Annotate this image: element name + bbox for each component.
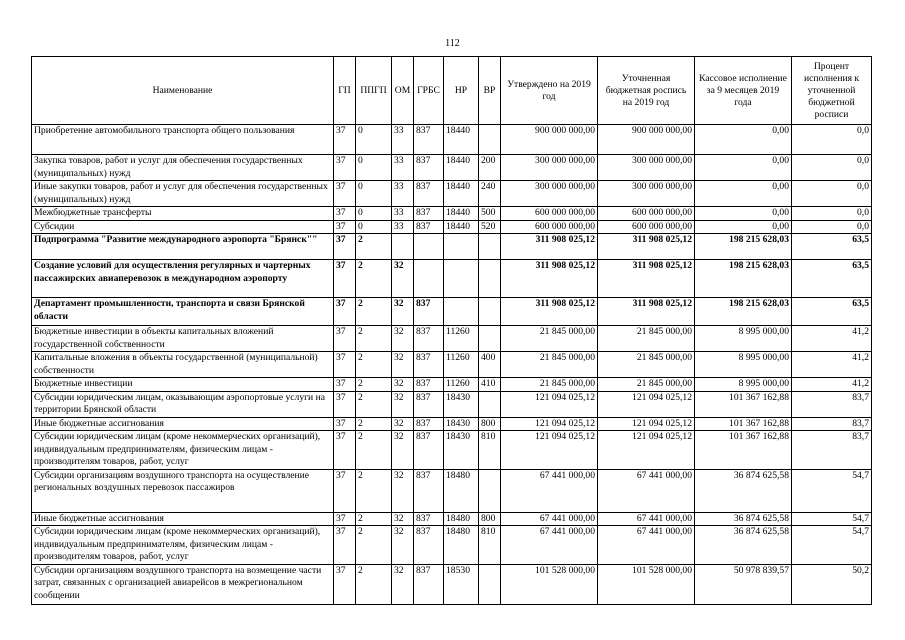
cell-percent: 63,5	[792, 234, 872, 260]
cell-vr: 520	[479, 220, 501, 234]
table-body	[32, 125, 872, 605]
cell-om: 32	[392, 352, 414, 378]
table-row	[32, 431, 872, 470]
cell-refined: 121 094 025,12	[598, 431, 695, 470]
cell-ppgp: 2	[356, 260, 392, 298]
cell-approved: 600 000 000,00	[501, 207, 598, 221]
cell-refined: 600 000 000,00	[598, 220, 695, 234]
cell-om: 32	[392, 378, 414, 392]
cell-vr	[479, 260, 501, 298]
cell-percent: 41,2	[792, 352, 872, 378]
cell-approved: 311 908 025,12	[501, 234, 598, 260]
cell-grbs: 837	[414, 391, 444, 417]
table-row	[32, 220, 872, 234]
cell-ppgp: 0	[356, 181, 392, 207]
cell-vr: 800	[479, 512, 501, 526]
cell-om: 33	[392, 155, 414, 181]
cell-approved: 900 000 000,00	[501, 125, 598, 155]
cell-om: 32	[392, 564, 414, 604]
cell-gp: 37	[334, 326, 356, 352]
cell-cash: 0,00	[695, 155, 792, 181]
cell-ppgp: 0	[356, 125, 392, 155]
cell-percent: 63,5	[792, 260, 872, 298]
cell-grbs: 837	[414, 326, 444, 352]
cell-refined: 311 908 025,12	[598, 260, 695, 298]
header-om: ОМ	[392, 57, 414, 125]
table-row	[32, 234, 872, 260]
cell-ppgp: 2	[356, 526, 392, 565]
cell-ppgp: 2	[356, 564, 392, 604]
cell-grbs: 837	[414, 298, 444, 326]
cell-approved: 21 845 000,00	[501, 326, 598, 352]
cell-percent: 0,0	[792, 125, 872, 155]
cell-vr: 400	[479, 352, 501, 378]
cell-nr: 18430	[444, 417, 479, 431]
cell-gp: 37	[334, 526, 356, 565]
cell-om: 32	[392, 526, 414, 565]
cell-name: Субсидии юридическим лицам, оказывающим аэропортовые услуги на территории Брянской области	[32, 391, 334, 417]
cell-refined: 900 000 000,00	[598, 125, 695, 155]
table-row	[32, 512, 872, 526]
cell-nr	[444, 234, 479, 260]
cell-gp: 37	[334, 378, 356, 392]
cell-refined: 67 441 000,00	[598, 512, 695, 526]
cell-gp: 37	[334, 564, 356, 604]
header-cash: Кассовое исполнение за 9 месяцев 2019 года	[695, 57, 792, 125]
cell-nr: 18480	[444, 469, 479, 512]
table-row	[32, 352, 872, 378]
header-gp: ГП	[334, 57, 356, 125]
table-row	[32, 417, 872, 431]
cell-percent: 54,7	[792, 512, 872, 526]
cell-refined: 121 094 025,12	[598, 417, 695, 431]
cell-vr	[479, 234, 501, 260]
cell-vr: 200	[479, 155, 501, 181]
header-refined: Уточненная бюджетная роспись на 2019 год	[598, 57, 695, 125]
cell-nr: 18440	[444, 155, 479, 181]
cell-gp: 37	[334, 234, 356, 260]
cell-om: 33	[392, 181, 414, 207]
cell-approved: 300 000 000,00	[501, 181, 598, 207]
table-row	[32, 391, 872, 417]
cell-cash: 8 995 000,00	[695, 352, 792, 378]
cell-refined: 311 908 025,12	[598, 234, 695, 260]
cell-approved: 600 000 000,00	[501, 220, 598, 234]
cell-gp: 37	[334, 431, 356, 470]
cell-nr: 18440	[444, 181, 479, 207]
cell-ppgp: 2	[356, 417, 392, 431]
cell-percent: 0,0	[792, 207, 872, 221]
cell-percent: 83,7	[792, 391, 872, 417]
cell-ppgp: 0	[356, 155, 392, 181]
header-vr: ВР	[479, 57, 501, 125]
cell-vr	[479, 469, 501, 512]
cell-vr	[479, 125, 501, 155]
cell-gp: 37	[334, 181, 356, 207]
cell-gp: 37	[334, 125, 356, 155]
cell-grbs: 837	[414, 526, 444, 565]
header-name: Наименование	[32, 57, 334, 125]
cell-grbs: 837	[414, 378, 444, 392]
cell-om: 33	[392, 125, 414, 155]
cell-cash: 0,00	[695, 125, 792, 155]
cell-nr: 18440	[444, 125, 479, 155]
cell-percent: 0,0	[792, 220, 872, 234]
cell-vr	[479, 326, 501, 352]
cell-refined: 300 000 000,00	[598, 155, 695, 181]
table-header-row	[32, 57, 872, 125]
cell-ppgp: 2	[356, 352, 392, 378]
cell-gp: 37	[334, 220, 356, 234]
cell-om: 32	[392, 298, 414, 326]
cell-gp: 37	[334, 155, 356, 181]
cell-grbs: 837	[414, 512, 444, 526]
cell-name: Субсидии	[32, 220, 334, 234]
cell-grbs: 837	[414, 220, 444, 234]
cell-gp: 37	[334, 298, 356, 326]
table-row	[32, 181, 872, 207]
cell-cash: 36 874 625,58	[695, 469, 792, 512]
header-percent: Процент исполнения к уточненной бюджетной росписи	[792, 57, 872, 125]
cell-nr: 11260	[444, 326, 479, 352]
cell-approved: 67 441 000,00	[501, 512, 598, 526]
cell-cash: 36 874 625,58	[695, 512, 792, 526]
cell-om: 32	[392, 512, 414, 526]
cell-name: Создание условий для осуществления регулярных и чартерных пассажирских авиаперевозок в международном аэропорту	[32, 260, 334, 298]
cell-cash: 198 215 628,03	[695, 234, 792, 260]
cell-refined: 121 094 025,12	[598, 391, 695, 417]
header-ppgp: ППГП	[356, 57, 392, 125]
cell-percent: 54,7	[792, 526, 872, 565]
cell-approved: 121 094 025,12	[501, 391, 598, 417]
cell-name: Бюджетные инвестиции	[32, 378, 334, 392]
cell-nr	[444, 298, 479, 326]
cell-nr: 18480	[444, 526, 479, 565]
cell-name: Закупка товаров, работ и услуг для обеспечения государственных (муниципальных) нужд	[32, 155, 334, 181]
cell-percent: 0,0	[792, 181, 872, 207]
cell-nr: 11260	[444, 378, 479, 392]
table-row	[32, 260, 872, 298]
header-grbs: ГРБС	[414, 57, 444, 125]
cell-nr: 18530	[444, 564, 479, 604]
cell-cash: 8 995 000,00	[695, 378, 792, 392]
cell-approved: 21 845 000,00	[501, 378, 598, 392]
cell-om: 32	[392, 431, 414, 470]
cell-percent: 41,2	[792, 326, 872, 352]
cell-cash: 36 874 625,58	[695, 526, 792, 565]
cell-om: 32	[392, 417, 414, 431]
cell-cash: 198 215 628,03	[695, 298, 792, 326]
table-row	[32, 469, 872, 512]
cell-vr: 810	[479, 526, 501, 565]
cell-om	[392, 234, 414, 260]
cell-grbs: 837	[414, 181, 444, 207]
cell-ppgp: 2	[356, 326, 392, 352]
cell-name: Подпрограмма "Развитие международного аэропорта "Брянск""	[32, 234, 334, 260]
cell-vr	[479, 391, 501, 417]
cell-percent: 0,0	[792, 155, 872, 181]
table-row	[32, 326, 872, 352]
cell-nr: 18440	[444, 220, 479, 234]
cell-name: Капитальные вложения в объекты государственной (муниципальной) собственности	[32, 352, 334, 378]
cell-name: Субсидии юридическим лицам (кроме некоммерческих организаций), индивидуальным предпринимателям, физическим лицам - производителям товаров, работ, услуг	[32, 431, 334, 470]
cell-gp: 37	[334, 417, 356, 431]
cell-vr: 500	[479, 207, 501, 221]
cell-om: 32	[392, 260, 414, 298]
cell-grbs: 837	[414, 564, 444, 604]
cell-nr	[444, 260, 479, 298]
cell-approved: 67 441 000,00	[501, 526, 598, 565]
cell-gp: 37	[334, 352, 356, 378]
cell-name: Иные бюджетные ассигнования	[32, 512, 334, 526]
cell-approved: 21 845 000,00	[501, 352, 598, 378]
header-approved: Утверждено на 2019 год	[501, 57, 598, 125]
cell-name: Субсидии организациям воздушного транспорта на осуществление региональных воздушных перевозок пассажиров	[32, 469, 334, 512]
cell-nr: 18440	[444, 207, 479, 221]
cell-ppgp: 2	[356, 391, 392, 417]
cell-refined: 67 441 000,00	[598, 526, 695, 565]
table-row	[32, 125, 872, 155]
cell-ppgp: 2	[356, 378, 392, 392]
cell-percent: 83,7	[792, 417, 872, 431]
table-row	[32, 564, 872, 604]
cell-approved: 101 528 000,00	[501, 564, 598, 604]
cell-cash: 0,00	[695, 220, 792, 234]
cell-approved: 311 908 025,12	[501, 298, 598, 326]
cell-approved: 311 908 025,12	[501, 260, 598, 298]
cell-grbs	[414, 260, 444, 298]
cell-name: Бюджетные инвестиции в объекты капитальных вложений государственной собственности	[32, 326, 334, 352]
table-row	[32, 298, 872, 326]
cell-name: Межбюджетные трансферты	[32, 207, 334, 221]
cell-refined: 600 000 000,00	[598, 207, 695, 221]
cell-grbs: 837	[414, 431, 444, 470]
cell-vr: 410	[479, 378, 501, 392]
table-row	[32, 207, 872, 221]
cell-vr: 240	[479, 181, 501, 207]
header-nr: НР	[444, 57, 479, 125]
cell-grbs: 837	[414, 125, 444, 155]
page-number: 112	[445, 38, 460, 49]
cell-ppgp: 2	[356, 512, 392, 526]
cell-cash: 101 367 162,88	[695, 391, 792, 417]
cell-ppgp: 2	[356, 469, 392, 512]
cell-grbs: 837	[414, 352, 444, 378]
cell-refined: 21 845 000,00	[598, 378, 695, 392]
cell-nr: 18430	[444, 431, 479, 470]
cell-vr	[479, 298, 501, 326]
cell-gp: 37	[334, 207, 356, 221]
cell-cash: 0,00	[695, 207, 792, 221]
table-row	[32, 526, 872, 565]
cell-vr	[479, 564, 501, 604]
cell-gp: 37	[334, 469, 356, 512]
cell-approved: 121 094 025,12	[501, 417, 598, 431]
cell-percent: 50,2	[792, 564, 872, 604]
cell-refined: 21 845 000,00	[598, 326, 695, 352]
cell-refined: 300 000 000,00	[598, 181, 695, 207]
cell-percent: 83,7	[792, 431, 872, 470]
cell-om: 33	[392, 207, 414, 221]
cell-cash: 198 215 628,03	[695, 260, 792, 298]
cell-grbs	[414, 234, 444, 260]
cell-gp: 37	[334, 260, 356, 298]
cell-grbs: 837	[414, 417, 444, 431]
cell-name: Иные закупки товаров, работ и услуг для обеспечения государственных (муниципальных) нужд	[32, 181, 334, 207]
cell-gp: 37	[334, 391, 356, 417]
cell-om: 32	[392, 469, 414, 512]
cell-ppgp: 0	[356, 207, 392, 221]
cell-percent: 54,7	[792, 469, 872, 512]
budget-table	[31, 56, 872, 605]
table-row	[32, 155, 872, 181]
cell-vr: 810	[479, 431, 501, 470]
cell-cash: 101 367 162,88	[695, 417, 792, 431]
cell-name: Приобретение автомобильного транспорта общего пользования	[32, 125, 334, 155]
table-row	[32, 378, 872, 392]
cell-ppgp: 0	[356, 220, 392, 234]
cell-name: Субсидии организациям воздушного транспорта на возмещение части затрат, связанных с организацией авиарейсов в межрегиональном сообщении	[32, 564, 334, 604]
cell-om: 32	[392, 326, 414, 352]
cell-om: 32	[392, 391, 414, 417]
cell-grbs: 837	[414, 469, 444, 512]
cell-nr: 18480	[444, 512, 479, 526]
cell-cash: 0,00	[695, 181, 792, 207]
cell-vr: 800	[479, 417, 501, 431]
cell-refined: 21 845 000,00	[598, 352, 695, 378]
cell-nr: 11260	[444, 352, 479, 378]
cell-cash: 8 995 000,00	[695, 326, 792, 352]
cell-refined: 101 528 000,00	[598, 564, 695, 604]
cell-name: Иные бюджетные ассигнования	[32, 417, 334, 431]
cell-percent: 63,5	[792, 298, 872, 326]
cell-name: Субсидии юридическим лицам (кроме некоммерческих организаций), индивидуальным предпринимателям, физическим лицам - производителям товаров, работ, услуг	[32, 526, 334, 565]
cell-grbs: 837	[414, 207, 444, 221]
cell-name: Департамент промышленности, транспорта и связи Брянской области	[32, 298, 334, 326]
cell-ppgp: 2	[356, 234, 392, 260]
cell-cash: 101 367 162,88	[695, 431, 792, 470]
cell-gp: 37	[334, 512, 356, 526]
cell-grbs: 837	[414, 155, 444, 181]
cell-approved: 67 441 000,00	[501, 469, 598, 512]
cell-approved: 121 094 025,12	[501, 431, 598, 470]
cell-refined: 67 441 000,00	[598, 469, 695, 512]
cell-om: 33	[392, 220, 414, 234]
cell-cash: 50 978 839,57	[695, 564, 792, 604]
cell-ppgp: 2	[356, 298, 392, 326]
cell-ppgp: 2	[356, 431, 392, 470]
cell-percent: 41,2	[792, 378, 872, 392]
cell-approved: 300 000 000,00	[501, 155, 598, 181]
cell-nr: 18430	[444, 391, 479, 417]
cell-refined: 311 908 025,12	[598, 298, 695, 326]
